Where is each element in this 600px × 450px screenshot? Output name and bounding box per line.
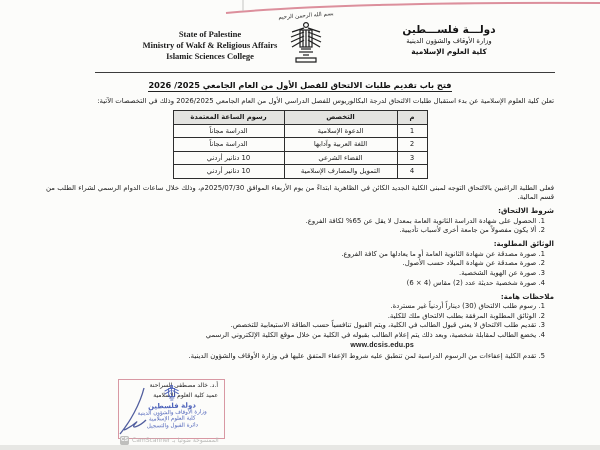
official-stamp: [107, 382, 236, 431]
basmala-calligraphy: بسم الله الرحمن الرحيم: [278, 11, 334, 21]
dean-title: عميد كلية العلوم الإسلامية: [153, 391, 218, 399]
row-fee: 10 دنانير أردني: [173, 165, 284, 179]
document-item: 4. صورة شخصية حديثة عدد (2) مقاس (4 × 6): [406, 278, 545, 287]
row-number: 2: [397, 138, 427, 152]
conditions-heading: شروط الالتحاق:: [498, 206, 554, 216]
college-website-text: www.dcsis.edu.ps: [350, 342, 414, 350]
row-major: التمويل والمصارف الإسلامية: [284, 165, 397, 179]
dean-name: أ.د. خالد مصطفى السراحنة: [149, 382, 218, 389]
col-header-major: التخصص: [284, 111, 397, 125]
col-header-number: م: [397, 111, 427, 125]
header-en-line-3: Islamic Sciences College: [166, 51, 254, 61]
note-item: 3. تقديم طلب الالتحاق لا يعني قبول الطالب في الكلية، ويتم القبول تنافسياً حسب الطاقة الاستيعابية للتخصص.: [230, 321, 545, 330]
documents-heading: الوثائق المطلوبة:: [493, 239, 554, 249]
stamp-line: وزارة الأوقاف والشؤون الدينية: [137, 409, 207, 417]
camscanner-label: الممسوحة ضوئيا بـ CamScanner: [132, 437, 219, 444]
note-item: 4. يخضع الطالب لمقابلة شخصية، وبعد ذلك يتم إعلام الطالب بقبوله في الكلية من خلال موقع الكلية الإلكتروني الرسمي: [205, 330, 545, 339]
header-en-line-2: Ministry of Wakf & Religious Affairs: [142, 40, 278, 50]
header-ar-line-1: دولـــة فلســـطين: [402, 24, 496, 36]
majors-table: [173, 110, 428, 179]
header-ar-line-3: كلية العلوم الإسلامية: [411, 46, 487, 56]
ministry-header-arabic: [370, 24, 528, 57]
row-major: اللغة العربية وآدابها: [284, 138, 397, 152]
stamp-line: كلية العلوم الإسلامية: [148, 415, 196, 424]
condition-item: 1. الحصول على شهادة الدراسة الثانوية العامة بمعدل لا يقل عن 65% لكافة الفروع.: [305, 216, 545, 225]
table-header-row: [173, 111, 427, 125]
row-number: 4: [397, 165, 427, 179]
camscanner-icon: CS: [121, 437, 128, 443]
announcement-title: فتح باب تقديم طلبات الالتحاق للفصل الأول من العام الجامعي 2025/ 2026: [148, 80, 452, 90]
row-number: 3: [397, 151, 427, 165]
emblem-block: [264, 13, 348, 67]
condition-item: 2. ألا يكون مفصولاً من جامعة أخرى لأسباب تأديبية.: [399, 226, 545, 235]
row-fee: الدراسة مجاناً: [173, 124, 284, 138]
header-en-line-1: State of Palestine: [178, 29, 242, 39]
note-item: 2. الوثائق المطلوبة المرفقة بطلب الالتحاق ملك للكلية.: [387, 311, 545, 320]
header-ar-line-2: وزارة الأوقاف والشؤون الدينية: [406, 37, 492, 45]
document-item: 3. صورة عن الهوية الشخصية.: [459, 268, 545, 277]
camscanner-watermark: [120, 436, 219, 445]
table-row: [173, 165, 427, 179]
row-major: الدعوة الإسلامية: [284, 124, 397, 138]
table-row: [173, 124, 427, 138]
stamp-line: دولة فلسطين: [147, 401, 196, 411]
note-item: 5. تقدم الكلية إعفاءات من الرسوم الدراسية لمن تنطبق عليه شروط الإعفاء المتفق عليها في وزارة الأوقاف والشؤون الدينية.: [188, 351, 545, 360]
row-major: القضاء الشرعي: [284, 151, 397, 165]
row-fee: 10 دنانير أردني: [173, 151, 284, 165]
palestine-eagle-emblem-icon: [286, 48, 326, 67]
table-row: [173, 151, 427, 165]
note-item: 1. رسوم طلب الالتحاق (30) ديناراً أردنياً غير مستردة.: [390, 302, 545, 310]
document-item: 1. صورة مصدقة عن شهادة الثانوية العامة أو ما يعادلها من كافة الفروع.: [341, 249, 545, 258]
row-fee: الدراسة مجاناً: [173, 138, 284, 152]
table-row: [173, 138, 427, 152]
row-number: 1: [397, 124, 427, 138]
col-header-fee: رسوم الساعة المعتمدة: [173, 111, 284, 125]
intro-paragraph: تعلن كلية العلوم الإسلامية عن بدء استقبال طلبات الالتحاق لدرجة البكالوريوس للفصل الدراسي الأول من العام الجامعي 2026/2025 وذلك في التخصصات الآتية:: [97, 97, 554, 105]
document-body: [46, 97, 554, 361]
stamp-line: دائرة القبول والتسجيل: [146, 422, 199, 430]
document-item: 2. صورة مصدقة عن شهادة الميلاد حسب الأصول.: [402, 259, 545, 268]
visit-instructions-paragraph: فعلى الطلبة الراغبين بالالتحاق التوجه لمبنى الكلية الجديد الكائن في الظاهرية ابتداءً من يوم الأربعاء الموافق 2025/07/30م، وذلك خلال ساعات الدوام الرسمي لشراء الطلب من قسم المالية.: [46, 183, 555, 202]
notes-heading: ملاحظات هامة:: [500, 291, 554, 301]
header-divider: [95, 72, 555, 73]
